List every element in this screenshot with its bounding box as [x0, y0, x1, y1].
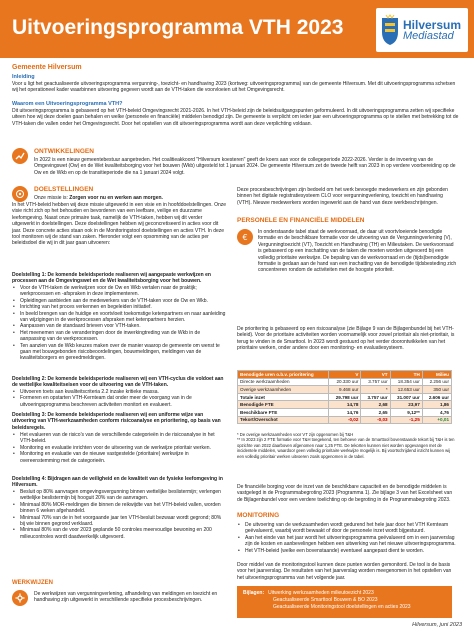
why-heading: Waarom een Uitvoeringsprogramma VTH? — [12, 101, 123, 107]
workflow-heading: WERKWIJZEN — [12, 580, 53, 586]
intro-text: Voor u ligt het geactualiseerde uitvoeringsprogramma vergunning-, toezicht- en handhaving 2023 (kortweg: uitvoeringsprogramma) van de gemeente Hilversum. Met dit uitvoeringsprogramma schetsen wij het operationeel kader waarbinnen uitvoering gegeven wordt aan de VTH-taken die voorvloeien uit het Omgevingsrecht. — [12, 81, 456, 94]
table-cell: 4,76 — [422, 408, 451, 416]
list-item: • Uitvoeren toets aan kwaliteitscriteria 2.2 inzake kritieke massa. — [12, 389, 226, 395]
table-header-cell: Benodigde uren o.b.v. prioritering — [238, 371, 329, 379]
table-cell: +0,01 — [422, 416, 451, 424]
logo-name: Hilversum — [403, 17, 462, 32]
workflow-icon — [12, 590, 28, 606]
attachments-box — [237, 586, 452, 618]
finance-text-3: De financiële borging voor de inzet van de beschikbare capaciteit en de benodigde middelen is vastgelegd in de Programmabegroting 2023 (Programma 1). Zie bijlage 3 van het Excelsheet van de Bijlagenbundel voor een verdere toelichting op de begroting in de Programmabegroting 2023. — [237, 484, 453, 503]
table-cell: -0,03 — [361, 416, 390, 424]
table-note: ** In 2023 zijn 2 FTE formatie voor T&H toegekend, ten behoeve van de Smarttool bovenstaande tekort bij T&H is ten opzichte van 2022 daarboven afgenomen naar 1,25 FTE. De tekorten kunnen niet worden opgevangen met de incidentele middelen, waardoor geen volledig prioritaire werkwijze mogelijk is. Bij voortschrijdend inzicht kunnen wij een volledig prioritair werken uitvoeren zoals opgenomen in de tabel. — [237, 437, 455, 459]
goal2-title: Doelstelling 2: De komende beleidsperiode realiseren wij een VTH-cyclus die voldoet aan de wettelijke kwaliteitseisen voor de uitvoering van de VTH-taken. — [12, 376, 224, 389]
table-row-label: Beschikbare FTE — [238, 408, 329, 416]
developments-icon — [12, 148, 28, 164]
list-item: • Voor de VTH-taken de werkwijzen voor de Ow en Wkb vertalen naar de praktijk; werkprocessen en -afspraken in deze implementeren. — [12, 285, 226, 298]
table-cell: 2,65 — [361, 408, 390, 416]
finance-heading: PERSONELE EN FINANCIËLE MIDDELEN — [237, 217, 365, 224]
coat-of-arms-icon — [380, 14, 400, 46]
table-row — [238, 401, 452, 409]
table-row — [238, 378, 452, 386]
list-item: • Monitoring en evaluatie van de nieuwe vastgestelde (prioritaire) werkwijze in overeenstemming met de categorieën. — [12, 451, 226, 464]
table-cell: 9,12** — [390, 408, 422, 416]
why-text: Dit uitvoeringsprogramma is gebaseerd op het VTH-beleid Omgevingsrecht 2021-2026. In het VTH-beleid zijn de beleidsuitgangspunten geformuleerd. In dit uitvoeringsprogramma zetten wij specifieke uiteen hoe wij deze doelen gaan behalen en welke (personele en financiële) middelen benodigd zijn. De gemeente is verplicht om ieder jaar een uitvoeringsprogramma op te stellen met betrekking tot de VTH-taken die vallen onder het Omgevingsrecht. Door het opstellen van dit uitvoeringsprogramma wordt aan deze verplichting voldaan. — [12, 108, 459, 127]
intro-subheading: Inleiding — [12, 74, 35, 80]
list-item: • Minimaal 70% van de in het voorgaande jaar ten VTH-besluit bezwaar wordt gegrond; 80% bij wie binnen gegrond verklaard. — [12, 515, 226, 528]
table-row — [238, 416, 452, 424]
list-item: • Monitoring en evaluatie inrichten voor de uitvoering van de werkwijze prioritair werken. — [12, 445, 226, 451]
goals-intro: In het VTH-beleid hebben wij deze missie uitgewerkt in een visie en in hoofddoelstellingen. Onze visie richt zich op het behouden en bevorderen van een leefbare, veilige en duurzame leefomgeving. Naast onze primaire taak, namelijk de VTH-taken, hebben wij dit verder uitgewerkt in doelstellingen. Deze doelstellingen hebben wij geconcretiseerd in acties voor dit jaar. Deze concrete acties staan ook in de Monitoringstool doelstellingen en acties VTH. In deze tool monitoren wij de stand van zaken. Hieronder volgt een opsomming van de acties per beleidsdoel die wij in dit jaar gaan uitvoeren: — [12, 202, 227, 247]
workflow-text: De werkwijzen van vergunningverlening, afhandeling van meldingen en toezicht en handhaving zijn uitgewerkt in verschillende specifieke procesbeschrijvingen. — [34, 591, 218, 604]
table-cell: 20.330 uur — [329, 378, 361, 386]
table-cell: 350 uur — [422, 386, 451, 394]
mission-lead: Onze missie is: — [34, 195, 70, 201]
list-item: • Aan het einde van het jaar wordt het uitvoeringsprogramma geëvalueerd om in een jaarverslag zijn de kosten en aanbevelingen hebben een uitwerking van het nieuwe uitvoeringsprogramma. — [237, 535, 458, 548]
table-header-cell: Milieu — [422, 371, 451, 379]
list-item: • In beeld brengen van de huidige en voortvloeit toekomstige ketenpartners en naar aanleiding van wijzigingen in de werkprocessen afspraken met ketenpartners herzien. — [12, 311, 226, 324]
attachment-link[interactable]: Geactualiseerde Monitoringstool doelstellingen en acties 2023 — [273, 604, 411, 610]
table-row-label: Benodigde FTE — [238, 401, 329, 409]
list-item: • Formeren en opstarten VTH-Kernteam dat onder meer de voorgang van in de uitvoeringsprogramma beschreven activiteiten monitort en evalueert. — [12, 395, 226, 408]
table-cell: 31.007 uur — [390, 393, 422, 401]
monitoring-heading: MONITORING — [237, 512, 280, 519]
list-item: • Ten aanzien van de Wkb keuzes maken over de manier waarop de gemeente om wenst te gaan met bouwgebonden risicobeoordelingen, bouwmeldingen, meldingen van de kwaliteitsborgers en gereedmeldingen. — [12, 343, 226, 362]
table-header-cell: TH — [390, 371, 422, 379]
monitoring-list — [237, 522, 458, 554]
table-cell: 1,86 — [422, 401, 451, 409]
table-row-label: Tekort/Overschot — [238, 416, 329, 424]
right-intro-text: Deze procesbeschrijvingen zijn bedoeld om het werk bevoegde medewerkers en zijn gebonden binnen het digitale registratiesysteem CLO voor vergunningverlening, toezicht en handhaving (VTH). Nieuwe medewerkers worden ingewerkt aan de hand van deze werkbeschrijvingen. — [237, 187, 448, 206]
list-item: • Inrichting van het proces verkennen en begeleiden initiatief. — [12, 304, 226, 310]
goals-heading: DOELSTELLINGEN — [34, 186, 94, 193]
list-item: • De uitvoering van de werkzaamheden wordt gedurend het hele jaar door het VTH Kernteam geëvalueerd, waarbij wordt bewaakt of door de personele inzet wordt bijgestuurd. — [237, 522, 458, 535]
table-cell: -0,02 — [329, 416, 361, 424]
table-cell: 2.256 uur — [422, 378, 451, 386]
table-cell: 3.757 uur — [361, 378, 390, 386]
header-band — [0, 0, 474, 58]
attachment-link[interactable]: Uitwerking werkzaamheden milieutoezicht 2023 — [268, 590, 374, 596]
list-item: • Het VTH-beleid (welke een bovenstaande) eventueel aangepast dient te worden. — [237, 548, 458, 554]
table-header-cell: V — [329, 371, 361, 379]
list-item: • Het evalueren van de risico's van de verschillende categorieën in de risicoanalyse in het VTH-beleid. — [12, 432, 226, 445]
attachment-link[interactable]: Geactualiseerde Smarttool Bouwen & BO 2023 — [273, 597, 378, 603]
table-cell: 23,97 — [390, 401, 422, 409]
goal1-list — [12, 285, 226, 362]
table-cell: 18.354 uur — [390, 378, 422, 386]
euro-icon — [237, 229, 253, 245]
table-row-label: Overige werkzaamheden — [238, 386, 329, 394]
list-item: • Minimaal 80% MOR-meldingen die binnen de reikwijdte van het VTH-beleid vallen, worden binnen 6 weken afgehandeld. — [12, 502, 226, 515]
goal4-list — [12, 489, 226, 540]
mission-line — [34, 195, 224, 201]
logo-tagline: Mediastad — [403, 29, 454, 42]
goal3-list — [12, 432, 226, 464]
publication-date: Hilversum, juni 2023 — [412, 622, 462, 628]
table-cell: * — [361, 386, 390, 394]
table-row — [238, 386, 452, 394]
finance-text-2: De prioritering is gebaseerd op een risicoanalyse (zie Bijlage 9 van de Bijlagenbundel bij het VTH-beleid). Voor de prioritaire activiteiten worden voornamelijk voor zowel prioritair als niet-prioritair, is terug te vinden in de Smarttool. In 2023 wordt gestuurd op het verder doorontwikkelen van het prioritaire werken, onder andere door een monitoring- en evaluatiesysteem. — [237, 326, 455, 352]
table-row-label: Totale inzet — [238, 393, 329, 401]
table-cell: 9.468 uur — [329, 386, 361, 394]
table-cell: -1,25 — [390, 416, 422, 424]
finance-table — [237, 370, 452, 424]
developments-heading: ONTWIKKELINGEN — [34, 148, 94, 155]
table-cell: 3.757 uur — [361, 393, 390, 401]
list-item: • Besluit op 80% aanvragen omgevingsvergunning binnen wettelijke beslistermijn; verlengen wettelijke beslistermijn bij hooguit 20% van de aanvragen. — [12, 489, 226, 502]
table-cell: 14,76 — [329, 408, 361, 416]
list-item: • Het meenemen van de veranderingen door de inwerkingtreding van de Wkb in de aanpassing van de werkprocessen. — [12, 330, 226, 343]
attachments-label: Bijlagen: — [243, 590, 265, 596]
list-item: • Opleidingen aanbieden aan de medewerkers van de VTH-taken voor de Ow en Wkb. — [12, 298, 226, 304]
mission-statement: Zorgen voor nu en werken aan morgen. — [69, 195, 163, 201]
list-item: • Minimaal 80% van de voor 2023 geplande 50 controles meervoudige bewoning en 200 milieucontroles wordt daadwerkelijk uitgevoerd. — [12, 527, 226, 540]
page-title: Uitvoeringsprogramma VTH 2023 — [12, 16, 344, 39]
list-item: • Aanpassen van de standaard brieven voor VTH-taken. — [12, 323, 226, 329]
table-row — [238, 408, 452, 416]
table-cell: 12.653 uur — [390, 386, 422, 394]
finance-text-1: In onderstaande tabel staat de werkvoorraad, de daar uit voortvloeiende benodigde formatie en de beschikbare formatie voor de uitvoering van de Vergunningverlening (V), Vergunningtoezicht (VT), Toezicht en Handhaving (TH) en Milieutaken. De werkvoorraad is gebaseerd op een inschatting van de taken die moeten worden uitgevoerd bij een volledig prioritaire werkwijze. De bepaling van de werkvoorraad en de (tijds)benodigde formatie is gedaan aan de hand van een inschatting van de benodigde tijdsbesteding zich concentreren rondom de activiteiten met de hoogste prioriteit. — [258, 229, 457, 274]
goal3-title: Doelstelling 3: De komende beleidsperiode realiseren wij een uniforme wijze van uitvoering van VTH-werkzaamheden conform risicoanalyse en prioritering, op basis van beleidsregels. — [12, 412, 221, 431]
table-cell: 2,68 — [361, 401, 390, 409]
table-cell: 29.798 uur — [329, 393, 361, 401]
table-row-label: Directe werkzaamheden — [238, 378, 329, 386]
table-cell: 2.606 uur — [422, 393, 451, 401]
goal2-list — [12, 389, 226, 408]
intro-heading: Gemeente Hilversum — [12, 64, 82, 71]
logo — [376, 8, 468, 52]
table-notes — [237, 432, 458, 459]
table-header-row — [238, 371, 452, 379]
table-row — [238, 393, 452, 401]
table-cell: 14,78 — [329, 401, 361, 409]
developments-text: In 2022 is een nieuw gemeentebestuur aangetreden. Het coalitieakkoord "Hilversum koesteren" geeft de koers aan voor de collegeperiode 2022-2026. Verder is de invoering van de Omgevingswet (Ow) en de Wet kwaliteitsborging voor het bouwen (Wkb) uitgesteld tot 1 januari 2024. De gemeente Hilversum zet de tweede helft van 2023 in op verdere voorbereiding op de Ow en de Wkb en op de transitieperiode die na 1 januari 2024 volgt. — [34, 157, 456, 176]
table-header-cell: VT — [361, 371, 390, 379]
goals-icon — [12, 186, 28, 202]
svg-text:€: € — [242, 233, 248, 242]
monitoring-closing: Door middel van de monitoringstool kunnen deze punten worden gemonitord. De tool is de basis voor het jaarverslag. De resultaten van het jaarverslag worden meegenomen in het opstellen van het uitvoeringsprogramma van het volgende jaar. — [237, 562, 452, 581]
goal1-title: Doelstelling 1: De komende beleidsperiode realiseren wij aangepaste werkwijzen en processen aan de Omgevingswet en de Wet kwaliteitsborging voor het bouwen. — [12, 272, 211, 285]
goal4-title: Doelstelling 4: Bijdragen aan de veiligheid en de kwaliteit van de fysieke leefomgeving in Hilversum. — [12, 476, 223, 489]
table-note: * De overige werkzaamheden voor VT zijn opgenomen bij T&H — [237, 432, 354, 437]
